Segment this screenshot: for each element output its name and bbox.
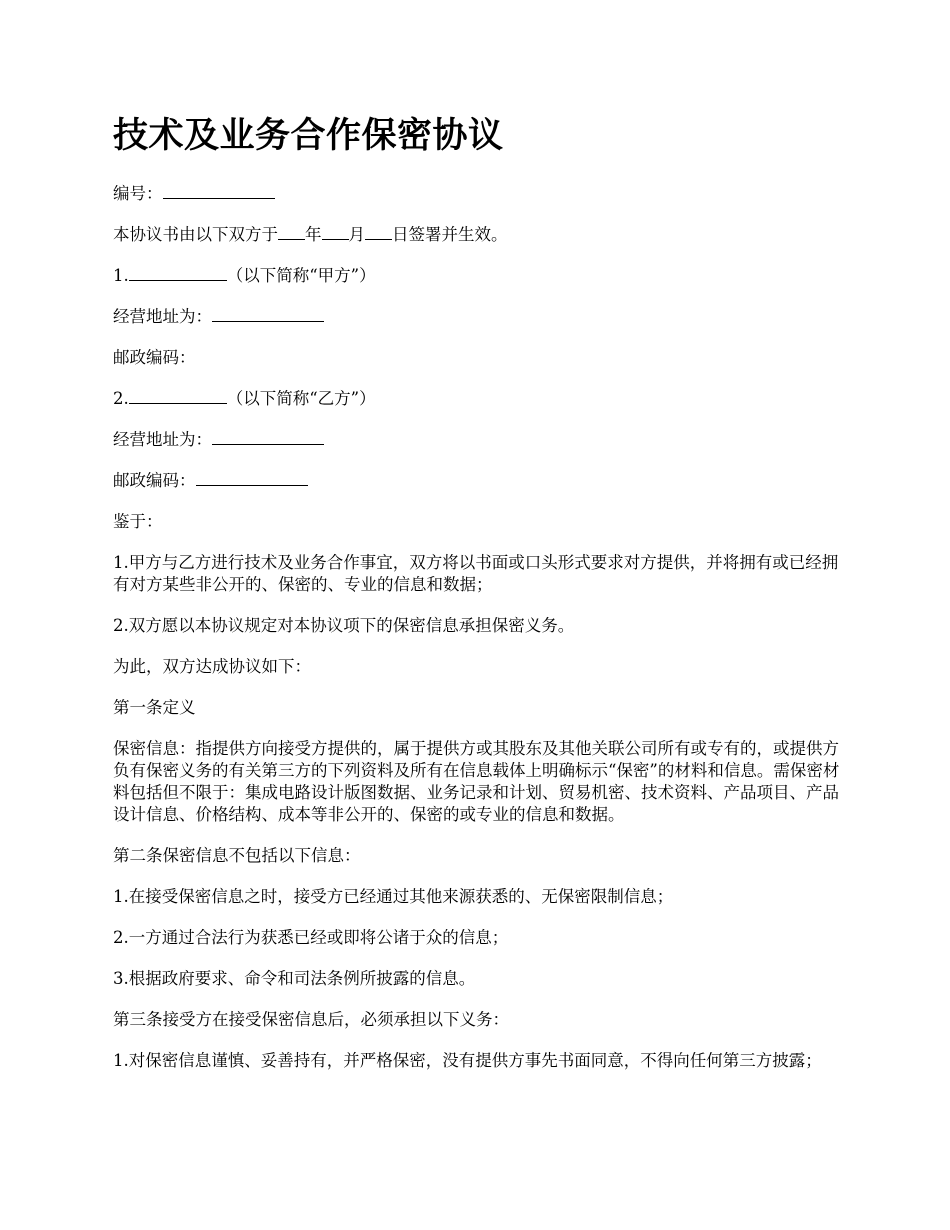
- signing-date-line: [113, 224, 853, 246]
- number-label: 编号：: [113, 184, 163, 203]
- article-3-item-1: 1.对保密信息谨慎、妥善持有，并严格保密，没有提供方事先书面同意，不得向任何第三方披露；: [113, 1051, 822, 1070]
- party-a-line: [113, 265, 853, 287]
- article-2-item-2: 2.一方通过合法行为获悉已经或即将公诸于众的信息；: [113, 928, 509, 947]
- party-b-address-blank: [212, 430, 324, 445]
- year-blank: [278, 225, 305, 240]
- day-label: 日签署并生效。: [392, 225, 508, 244]
- document-title: 技术及业务合作保密协议: [113, 116, 504, 156]
- article-1-body: 保密信息：指提供方向接受方提供的，属于提供方或其股东及其他关联公司所有或专有的，或提供方负有保密义务的有关第三方的下列资料及所有在信息载体上明确标示“保密”的材料和信息。需保密材料包括但不限于：集成电路设计版图数据、业务记录和计划、贸易机密、技术资料、产品项目、产品设计信息、价格结构、成本等非公开的、保密的或专业的信息和数据。: [113, 739, 840, 824]
- whereas-heading: 鉴于：: [113, 512, 163, 531]
- party-b-postal-label: 邮政编码：: [113, 471, 196, 490]
- month-label: 月: [348, 225, 365, 244]
- party-b-address-line: [113, 429, 853, 451]
- party-a-address-label: 经营地址为：: [113, 307, 212, 326]
- number-blank: [163, 184, 275, 199]
- document-page: [113, 112, 853, 1091]
- month-blank: [322, 225, 349, 240]
- party-b-alias: （以下简称“乙方”）: [226, 389, 376, 408]
- article-2-title: 第二条保密信息不包括以下信息：: [113, 846, 361, 865]
- whereas-clause-2: 2.双方愿以本协议规定对本协议项下的保密信息承担保密义务。: [113, 616, 575, 635]
- party-b-number: 2.: [113, 389, 129, 408]
- party-a-address-line: [113, 306, 853, 328]
- party-b-line: [113, 388, 853, 410]
- article-2-item-1: 1.在接受保密信息之时，接受方已经通过其他来源获悉的、无保密限制信息；: [113, 887, 674, 906]
- party-b-address-label: 经营地址为：: [113, 430, 212, 449]
- whereas-clause-1: 1.甲方与乙方进行技术及业务合作事宜，双方将以书面或口头形式要求对方提供，并将拥有或已经拥有对方某些非公开的、保密的、专业的信息和数据；: [113, 553, 839, 594]
- party-b-postal-line: [113, 470, 853, 492]
- article-2-item-3: 3.根据政府要求、命令和司法条例所披露的信息。: [113, 969, 476, 988]
- party-b-blank: [129, 389, 227, 404]
- article-3-title: 第三条接受方在接受保密信息后，必须承担以下义务：: [113, 1010, 509, 1029]
- intro-text: 本协议书由以下双方于: [113, 225, 278, 244]
- agreement-number-line: [113, 183, 853, 205]
- party-a-postal-line: [113, 347, 853, 369]
- agreement-intro: 为此，双方达成协议如下：: [113, 657, 311, 676]
- party-a-address-blank: [212, 307, 324, 322]
- year-label: 年: [305, 225, 322, 244]
- party-b-postal-blank: [196, 471, 308, 486]
- party-a-number: 1.: [113, 266, 129, 285]
- party-a-alias: （以下简称“甲方”）: [226, 266, 376, 285]
- article-1-title: 第一条定义: [113, 698, 196, 717]
- party-a-blank: [129, 266, 227, 281]
- day-blank: [365, 225, 392, 240]
- party-a-postal-label: 邮政编码：: [113, 348, 196, 367]
